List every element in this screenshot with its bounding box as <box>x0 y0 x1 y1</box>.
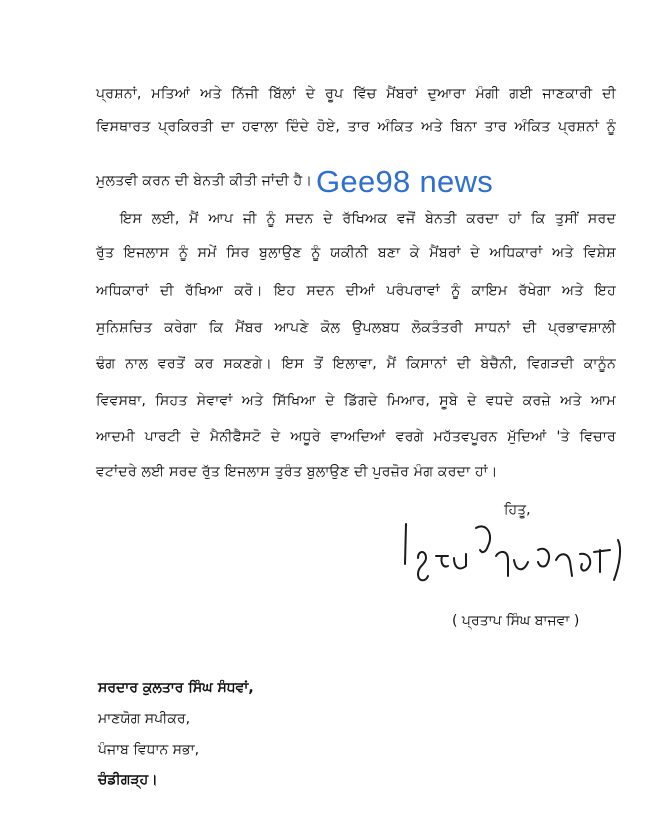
body-line: ਇਸ ਲਈ, ਮੈਂ ਆਪ ਜੀ ਨੂੰ ਸਦਨ ਦੇ ਰੱਖਿਅਕ ਵਜੋਂ ਬੇਨਤੀ ਕਰਦਾ ਹਾਂ ਕਿ ਤੁਸੀਂ ਸਰਦ <box>120 211 616 227</box>
news-watermark: Gee98 news <box>316 164 494 199</box>
body-line: ਪ੍ਰਸ਼ਨਾਂ, ਮਤਿਆਂ ਅਤੇ ਨਿੱਜੀ ਬਿੱਲਾਂ ਦੇ ਰੂਪ ਵਿੱਚ ਮੈਂਬਰਾਂ ਦੁਆਰਾ ਮੰਗੀ ਗਈ ਜਾਣਕਾਰੀ ਦੀ <box>96 86 616 102</box>
body-line: ਵਟਾਂਦਰੇ ਲਈ ਸਰਦ ਰੁੱਤ ਇਜਲਾਸ ਤੁਰੰਤ ਬੁਲਾਉਣ ਦੀ ਪੁਰਜ਼ੋਰ ਮੰਗ ਕਰਦਾ ਹਾਂ। <box>96 464 498 480</box>
body-line: ਢੰਗ ਨਾਲ ਵਰਤੋਂ ਕਰ ਸਕਣਗੇ। ਇਸ ਤੋਂ ਇਲਾਵਾ, ਮੈਂ ਕਿਸਾਨਾਂ ਦੀ ਬੇਚੈਨੀ, ਵਿਗੜਦੀ ਕਾਨੂੰਨ <box>96 356 616 372</box>
body-line: ਵਿਸਥਾਰਤ ਪ੍ਰਕਿਰਤੀ ਦਾ ਹਵਾਲਾ ਦਿੰਦੇ ਹੋਏ, ਤਾਰ ਅੰਕਿਤ ਅਤੇ ਬਿਨਾ ਤਾਰ ਅੰਕਿਤ ਪ੍ਰਸ਼ਨਾਂ ਨੂੰ <box>96 119 616 135</box>
closing-salutation: ਹਿਤੂ, <box>504 502 531 518</box>
body-line: ਮੁਲਤਵੀ ਕਰਨ ਦੀ ਬੇਨਤੀ ਕੀਤੀ ਜਾਂਦੀ ਹੈ। <box>96 173 313 189</box>
addressee-title: ਮਾਣਯੋਗ ਸਪੀਕਰ, <box>98 711 191 727</box>
addressee-office: ਪੰਜਾਬ ਵਿਧਾਨ ਸਭਾ, <box>98 742 200 758</box>
signer-name: ( ਪ੍ਰਤਾਪ ਸਿੰਘ ਬਾਜਵਾ ) <box>452 613 580 629</box>
body-line: ਸੁਨਿਸ਼ਚਿਤ ਕਰੇਗਾ ਕਿ ਮੈਂਬਰ ਆਪਣੇ ਕੋਲ ਉਪਲਬਧ ਲੋਕਤੰਤਰੀ ਸਾਧਨਾਂ ਦੀ ਪ੍ਰਭਾਵਸ਼ਾਲੀ <box>96 320 616 336</box>
body-line: ਵਿਵਸਥਾ, ਸਿਹਤ ਸੇਵਾਵਾਂ ਅਤੇ ਸਿੱਖਿਆ ਦੇ ਡਿੱਗਦੇ ਮਿਆਰ, ਸੂਬੇ ਦੇ ਵਧਦੇ ਕਰਜ਼ੇ ਅਤੇ ਆਮ <box>96 393 616 409</box>
handwritten-signature <box>396 520 632 612</box>
addressee-city: ਚੰਡੀਗੜ੍ਹ। <box>98 772 158 788</box>
body-line: ਅਧਿਕਾਰਾਂ ਦੀ ਰੱਖਿਆ ਕਰੋ। ਇਹ ਸਦਨ ਦੀਆਂ ਪਰੰਪਰਾਵਾਂ ਨੂੰ ਕਾਇਮ ਰੱਖੇਗਾ ਅਤੇ ਇਹ <box>96 283 616 299</box>
body-line: ਆਦਮੀ ਪਾਰਟੀ ਦੇ ਮੈਨੀਫੈਸਟੋ ਦੇ ਅਧੂਰੇ ਵਾਅਦਿਆਂ ਵਰਗੇ ਮਹੱਤਵਪੂਰਨ ਮੁੱਦਿਆਂ 'ਤੇ ਵਿਚਾਰ <box>96 429 616 445</box>
body-line: ਰੁੱਤ ਇਜਲਾਸ ਨੂੰ ਸਮੇਂ ਸਿਰ ਬੁਲਾਉਣ ਨੂੰ ਯਕੀਨੀ ਬਣਾ ਕੇ ਮੈਂਬਰਾਂ ਦੇ ਅਧਿਕਾਰਾਂ ਅਤੇ ਵਿਸ਼ੇਸ਼ <box>96 245 616 261</box>
addressee-name: ਸਰਦਾਰ ਕੁਲਤਾਰ ਸਿੰਘ ਸੰਧਵਾਂ, <box>98 680 254 696</box>
